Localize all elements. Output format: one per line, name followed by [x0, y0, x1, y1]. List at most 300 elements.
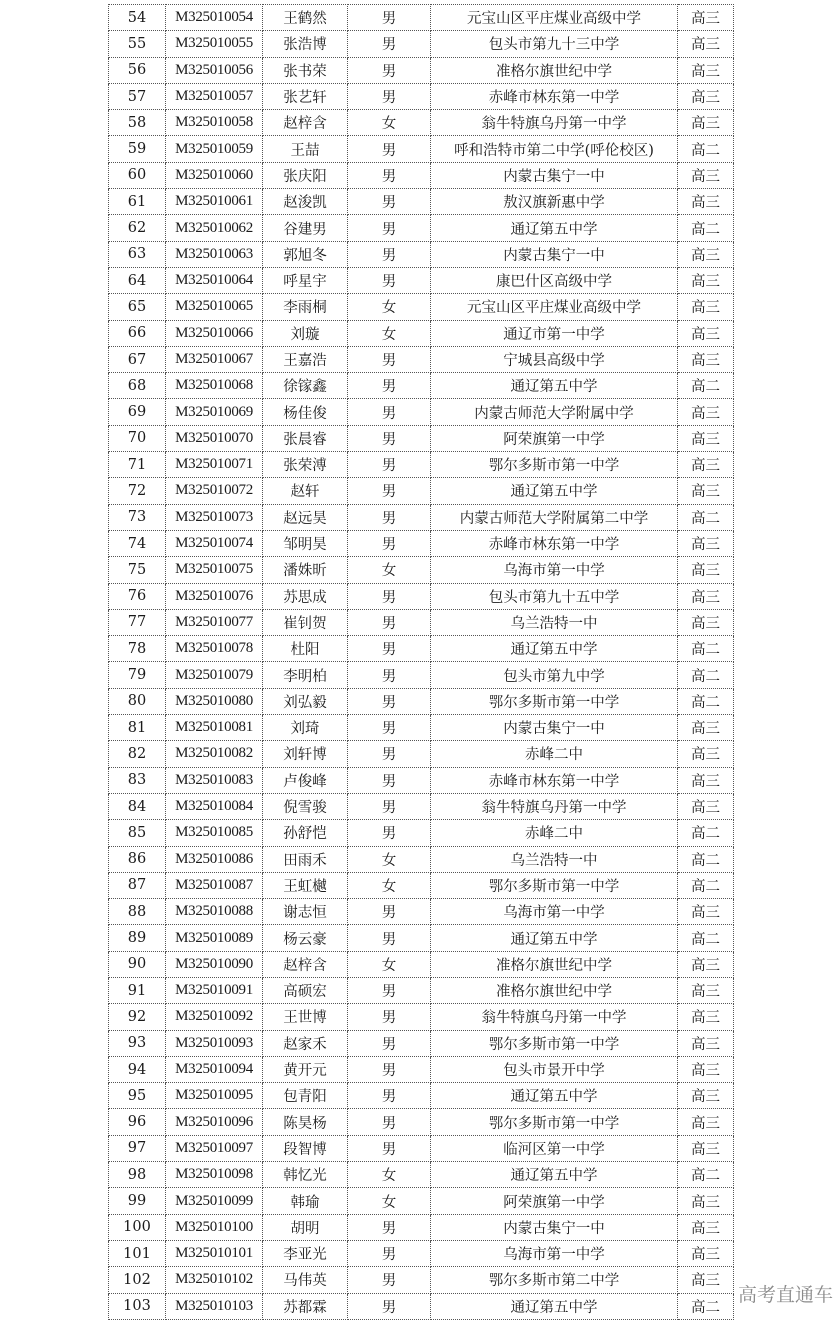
- row-number-cell: 93: [109, 1030, 166, 1056]
- school-cell: 准格尔旗世纪中学: [431, 977, 678, 1003]
- school-cell: 翁牛特旗乌丹第一中学: [431, 793, 678, 819]
- row-number-cell: 87: [109, 872, 166, 898]
- grade-cell: 高二: [678, 925, 734, 951]
- row-number-cell: 68: [109, 373, 166, 399]
- row-number-cell: 59: [109, 136, 166, 162]
- gender-cell: 男: [348, 1267, 431, 1293]
- student-name-cell: 赵家禾: [263, 1030, 348, 1056]
- table-row: [109, 662, 734, 688]
- school-cell: 赤峰市林东第一中学: [431, 83, 678, 109]
- row-number-cell: 61: [109, 189, 166, 215]
- student-id-cell: M325010101: [166, 1240, 263, 1266]
- student-name-cell: 赵轩: [263, 478, 348, 504]
- school-cell: 包头市第九十三中学: [431, 31, 678, 57]
- gender-cell: 男: [348, 373, 431, 399]
- table-row: [109, 31, 734, 57]
- student-name-cell: 赵浚凯: [263, 189, 348, 215]
- gender-cell: 男: [348, 977, 431, 1003]
- table-row: [109, 83, 734, 109]
- gender-cell: 男: [348, 31, 431, 57]
- school-cell: 阿荣旗第一中学: [431, 1188, 678, 1214]
- table-row: [109, 688, 734, 714]
- student-id-cell: M325010093: [166, 1030, 263, 1056]
- table-row: [109, 1162, 734, 1188]
- school-cell: 鄂尔多斯市第一中学: [431, 452, 678, 478]
- table-row: [109, 1135, 734, 1161]
- grade-cell: 高三: [678, 1214, 734, 1240]
- school-cell: 通辽第五中学: [431, 215, 678, 241]
- gender-cell: 男: [348, 1030, 431, 1056]
- student-name-cell: 谷建男: [263, 215, 348, 241]
- student-name-cell: 徐镓鑫: [263, 373, 348, 399]
- row-number-cell: 78: [109, 636, 166, 662]
- grade-cell: 高二: [678, 688, 734, 714]
- student-id-cell: M325010083: [166, 767, 263, 793]
- student-id-cell: M325010089: [166, 925, 263, 951]
- grade-cell: 高三: [678, 1004, 734, 1030]
- student-id-cell: M325010072: [166, 478, 263, 504]
- student-id-cell: M325010097: [166, 1135, 263, 1161]
- student-id-cell: M325010060: [166, 162, 263, 188]
- grade-cell: 高二: [678, 846, 734, 872]
- gender-cell: 男: [348, 346, 431, 372]
- student-name-cell: 张荣溥: [263, 452, 348, 478]
- school-cell: 准格尔旗世纪中学: [431, 57, 678, 83]
- student-name-cell: 李亚光: [263, 1240, 348, 1266]
- row-number-cell: 97: [109, 1135, 166, 1161]
- school-cell: 通辽第五中学: [431, 1162, 678, 1188]
- gender-cell: 男: [348, 1056, 431, 1082]
- student-name-cell: 包青阳: [263, 1083, 348, 1109]
- student-name-cell: 谢志恒: [263, 899, 348, 925]
- student-name-cell: 张艺轩: [263, 83, 348, 109]
- gender-cell: 男: [348, 767, 431, 793]
- student-id-cell: M325010056: [166, 57, 263, 83]
- grade-cell: 高三: [678, 1240, 734, 1266]
- school-cell: 包头市景开中学: [431, 1056, 678, 1082]
- student-name-cell: 田雨禾: [263, 846, 348, 872]
- school-cell: 内蒙古师范大学附属中学: [431, 399, 678, 425]
- school-cell: 通辽第五中学: [431, 1293, 678, 1319]
- gender-cell: 男: [348, 609, 431, 635]
- table-row: [109, 241, 734, 267]
- row-number-cell: 86: [109, 846, 166, 872]
- grade-cell: 高三: [678, 31, 734, 57]
- grade-cell: 高三: [678, 399, 734, 425]
- school-cell: 翁牛特旗乌丹第一中学: [431, 1004, 678, 1030]
- school-cell: 临河区第一中学: [431, 1135, 678, 1161]
- student-name-cell: 呼星宇: [263, 267, 348, 293]
- school-cell: 内蒙古集宁一中: [431, 715, 678, 741]
- grade-cell: 高三: [678, 609, 734, 635]
- table-row: [109, 294, 734, 320]
- gender-cell: 男: [348, 478, 431, 504]
- gender-cell: 女: [348, 1188, 431, 1214]
- row-number-cell: 69: [109, 399, 166, 425]
- grade-cell: 高三: [678, 715, 734, 741]
- student-id-cell: M325010067: [166, 346, 263, 372]
- student-name-cell: 马伟英: [263, 1267, 348, 1293]
- table-row: [109, 793, 734, 819]
- grade-cell: 高三: [678, 1056, 734, 1082]
- table-row: [109, 162, 734, 188]
- student-id-cell: M325010073: [166, 504, 263, 530]
- gender-cell: 男: [348, 83, 431, 109]
- student-name-cell: 赵梓含: [263, 110, 348, 136]
- school-cell: 鄂尔多斯市第一中学: [431, 688, 678, 714]
- gender-cell: 男: [348, 530, 431, 556]
- grade-cell: 高二: [678, 636, 734, 662]
- row-number-cell: 79: [109, 662, 166, 688]
- row-number-cell: 81: [109, 715, 166, 741]
- student-name-cell: 卢俊峰: [263, 767, 348, 793]
- grade-cell: 高三: [678, 425, 734, 451]
- table-row: [109, 741, 734, 767]
- gender-cell: 男: [348, 452, 431, 478]
- student-id-cell: M325010081: [166, 715, 263, 741]
- gender-cell: 男: [348, 399, 431, 425]
- grade-cell: 高三: [678, 583, 734, 609]
- table-row: [109, 57, 734, 83]
- grade-cell: 高三: [678, 452, 734, 478]
- student-name-cell: 刘弘毅: [263, 688, 348, 714]
- school-cell: 通辽市第一中学: [431, 320, 678, 346]
- school-cell: 赤峰市林东第一中学: [431, 767, 678, 793]
- student-name-cell: 王鹤然: [263, 5, 348, 31]
- table-row: [109, 1030, 734, 1056]
- table-row: [109, 530, 734, 556]
- school-cell: 宁城县高级中学: [431, 346, 678, 372]
- gender-cell: 男: [348, 162, 431, 188]
- student-id-cell: M325010076: [166, 583, 263, 609]
- school-cell: 康巴什区高级中学: [431, 267, 678, 293]
- student-id-cell: M325010080: [166, 688, 263, 714]
- gender-cell: 男: [348, 925, 431, 951]
- grade-cell: 高三: [678, 57, 734, 83]
- school-cell: 内蒙古集宁一中: [431, 241, 678, 267]
- student-id-cell: M325010094: [166, 1056, 263, 1082]
- student-name-cell: 李雨桐: [263, 294, 348, 320]
- student-name-cell: 苏都霖: [263, 1293, 348, 1319]
- table-row: [109, 583, 734, 609]
- grade-cell: 高三: [678, 110, 734, 136]
- table-row: [109, 715, 734, 741]
- row-number-cell: 74: [109, 530, 166, 556]
- student-id-cell: M325010099: [166, 1188, 263, 1214]
- table-row: [109, 373, 734, 399]
- student-name-cell: 王嘉浩: [263, 346, 348, 372]
- student-name-cell: 王虹樾: [263, 872, 348, 898]
- grade-cell: 高三: [678, 1109, 734, 1135]
- school-cell: 通辽第五中学: [431, 478, 678, 504]
- row-number-cell: 88: [109, 899, 166, 925]
- school-cell: 通辽第五中学: [431, 373, 678, 399]
- table-row: [109, 557, 734, 583]
- grade-cell: 高三: [678, 5, 734, 31]
- student-id-cell: M325010061: [166, 189, 263, 215]
- student-id-cell: M325010078: [166, 636, 263, 662]
- grade-cell: 高三: [678, 557, 734, 583]
- student-id-cell: M325010062: [166, 215, 263, 241]
- school-cell: 内蒙古集宁一中: [431, 162, 678, 188]
- student-id-cell: M325010057: [166, 83, 263, 109]
- student-id-cell: M325010090: [166, 951, 263, 977]
- student-id-cell: M325010088: [166, 899, 263, 925]
- grade-cell: 高三: [678, 189, 734, 215]
- row-number-cell: 77: [109, 609, 166, 635]
- school-cell: 翁牛特旗乌丹第一中学: [431, 110, 678, 136]
- table-row: [109, 846, 734, 872]
- school-cell: 乌海市第一中学: [431, 1240, 678, 1266]
- grade-cell: 高二: [678, 373, 734, 399]
- gender-cell: 男: [348, 136, 431, 162]
- row-number-cell: 73: [109, 504, 166, 530]
- grade-cell: 高三: [678, 478, 734, 504]
- table-row: [109, 267, 734, 293]
- school-cell: 赤峰市林东第一中学: [431, 530, 678, 556]
- table-body: [109, 5, 734, 1320]
- row-number-cell: 71: [109, 452, 166, 478]
- row-number-cell: 92: [109, 1004, 166, 1030]
- grade-cell: 高三: [678, 899, 734, 925]
- grade-cell: 高二: [678, 662, 734, 688]
- row-number-cell: 101: [109, 1240, 166, 1266]
- row-number-cell: 70: [109, 425, 166, 451]
- row-number-cell: 56: [109, 57, 166, 83]
- grade-cell: 高三: [678, 1188, 734, 1214]
- student-id-cell: M325010075: [166, 557, 263, 583]
- school-cell: 赤峰二中: [431, 820, 678, 846]
- row-number-cell: 98: [109, 1162, 166, 1188]
- table-row: [109, 872, 734, 898]
- gender-cell: 男: [348, 1214, 431, 1240]
- student-name-cell: 王喆: [263, 136, 348, 162]
- student-name-cell: 赵远昊: [263, 504, 348, 530]
- grade-cell: 高三: [678, 977, 734, 1003]
- watermark: 高考直通车: [738, 1284, 834, 1306]
- table-row: [109, 1214, 734, 1240]
- gender-cell: 女: [348, 872, 431, 898]
- row-number-cell: 67: [109, 346, 166, 372]
- table-row: [109, 899, 734, 925]
- gender-cell: 男: [348, 715, 431, 741]
- student-id-cell: M325010066: [166, 320, 263, 346]
- row-number-cell: 58: [109, 110, 166, 136]
- gender-cell: 男: [348, 1293, 431, 1319]
- table-row: [109, 1188, 734, 1214]
- table-row: [109, 320, 734, 346]
- student-id-cell: M325010077: [166, 609, 263, 635]
- row-number-cell: 64: [109, 267, 166, 293]
- table-row: [109, 925, 734, 951]
- school-cell: 鄂尔多斯市第一中学: [431, 1030, 678, 1056]
- school-cell: 乌兰浩特一中: [431, 846, 678, 872]
- school-cell: 呼和浩特市第二中学(呼伦校区): [431, 136, 678, 162]
- school-cell: 内蒙古师范大学附属第二中学: [431, 504, 678, 530]
- student-id-cell: M325010059: [166, 136, 263, 162]
- row-number-cell: 72: [109, 478, 166, 504]
- student-id-cell: M325010098: [166, 1162, 263, 1188]
- row-number-cell: 65: [109, 294, 166, 320]
- row-number-cell: 76: [109, 583, 166, 609]
- table-row: [109, 478, 734, 504]
- row-number-cell: 90: [109, 951, 166, 977]
- row-number-cell: 75: [109, 557, 166, 583]
- grade-cell: 高二: [678, 820, 734, 846]
- student-name-cell: 杨云豪: [263, 925, 348, 951]
- student-id-cell: M325010082: [166, 741, 263, 767]
- row-number-cell: 80: [109, 688, 166, 714]
- row-number-cell: 85: [109, 820, 166, 846]
- gender-cell: 女: [348, 110, 431, 136]
- gender-cell: 男: [348, 215, 431, 241]
- school-cell: 阿荣旗第一中学: [431, 425, 678, 451]
- gender-cell: 女: [348, 557, 431, 583]
- grade-cell: 高三: [678, 793, 734, 819]
- school-cell: 元宝山区平庄煤业高级中学: [431, 294, 678, 320]
- grade-cell: 高三: [678, 767, 734, 793]
- grade-cell: 高三: [678, 741, 734, 767]
- student-name-cell: 陈昊杨: [263, 1109, 348, 1135]
- table-row: [109, 346, 734, 372]
- student-name-cell: 倪雪骏: [263, 793, 348, 819]
- row-number-cell: 84: [109, 793, 166, 819]
- student-list-table: [108, 4, 734, 1320]
- school-cell: 包头市第九中学: [431, 662, 678, 688]
- gender-cell: 男: [348, 504, 431, 530]
- student-name-cell: 黄开元: [263, 1056, 348, 1082]
- gender-cell: 男: [348, 1135, 431, 1161]
- student-name-cell: 王世博: [263, 1004, 348, 1030]
- school-cell: 包头市第九十五中学: [431, 583, 678, 609]
- grade-cell: 高三: [678, 267, 734, 293]
- grade-cell: 高三: [678, 83, 734, 109]
- school-cell: 鄂尔多斯市第二中学: [431, 1267, 678, 1293]
- school-cell: 乌海市第一中学: [431, 899, 678, 925]
- student-id-cell: M325010071: [166, 452, 263, 478]
- row-number-cell: 91: [109, 977, 166, 1003]
- gender-cell: 男: [348, 636, 431, 662]
- student-name-cell: 潘姝昕: [263, 557, 348, 583]
- student-id-cell: M325010074: [166, 530, 263, 556]
- table-row: [109, 1293, 734, 1319]
- row-number-cell: 100: [109, 1214, 166, 1240]
- grade-cell: 高二: [678, 136, 734, 162]
- school-cell: 元宝山区平庄煤业高级中学: [431, 5, 678, 31]
- school-cell: 敖汉旗新惠中学: [431, 189, 678, 215]
- table-row: [109, 136, 734, 162]
- table-row: [109, 820, 734, 846]
- student-name-cell: 韩忆光: [263, 1162, 348, 1188]
- student-name-cell: 赵梓含: [263, 951, 348, 977]
- student-name-cell: 刘琦: [263, 715, 348, 741]
- table-row: [109, 1109, 734, 1135]
- table-row: [109, 1240, 734, 1266]
- student-id-cell: M325010085: [166, 820, 263, 846]
- row-number-cell: 94: [109, 1056, 166, 1082]
- student-name-cell: 张晨睿: [263, 425, 348, 451]
- grade-cell: 高二: [678, 1293, 734, 1319]
- student-id-cell: M325010079: [166, 662, 263, 688]
- table-row: [109, 110, 734, 136]
- gender-cell: 男: [348, 583, 431, 609]
- student-id-cell: M325010069: [166, 399, 263, 425]
- grade-cell: 高三: [678, 162, 734, 188]
- school-cell: 通辽第五中学: [431, 636, 678, 662]
- grade-cell: 高三: [678, 951, 734, 977]
- gender-cell: 男: [348, 425, 431, 451]
- row-number-cell: 66: [109, 320, 166, 346]
- grade-cell: 高三: [678, 320, 734, 346]
- gender-cell: 男: [348, 189, 431, 215]
- row-number-cell: 54: [109, 5, 166, 31]
- grade-cell: 高二: [678, 504, 734, 530]
- table-row: [109, 1056, 734, 1082]
- student-id-cell: M325010064: [166, 267, 263, 293]
- student-name-cell: 李明柏: [263, 662, 348, 688]
- student-name-cell: 苏思成: [263, 583, 348, 609]
- student-id-cell: M325010100: [166, 1214, 263, 1240]
- row-number-cell: 63: [109, 241, 166, 267]
- student-id-cell: M325010055: [166, 31, 263, 57]
- gender-cell: 男: [348, 1240, 431, 1266]
- gender-cell: 女: [348, 1162, 431, 1188]
- student-id-cell: M325010092: [166, 1004, 263, 1030]
- student-name-cell: 张书荣: [263, 57, 348, 83]
- table-row: [109, 189, 734, 215]
- grade-cell: 高三: [678, 294, 734, 320]
- row-number-cell: 60: [109, 162, 166, 188]
- grade-cell: 高三: [678, 1267, 734, 1293]
- gender-cell: 男: [348, 688, 431, 714]
- student-id-cell: M325010068: [166, 373, 263, 399]
- table-row: [109, 452, 734, 478]
- grade-cell: 高三: [678, 241, 734, 267]
- student-id-cell: M325010058: [166, 110, 263, 136]
- student-name-cell: 杜阳: [263, 636, 348, 662]
- school-cell: 赤峰二中: [431, 741, 678, 767]
- table-row: [109, 977, 734, 1003]
- row-number-cell: 89: [109, 925, 166, 951]
- gender-cell: 男: [348, 241, 431, 267]
- gender-cell: 女: [348, 294, 431, 320]
- grade-cell: 高三: [678, 1135, 734, 1161]
- grade-cell: 高二: [678, 1162, 734, 1188]
- student-name-cell: 刘璇: [263, 320, 348, 346]
- school-cell: 内蒙古集宁一中: [431, 1214, 678, 1240]
- school-cell: 准格尔旗世纪中学: [431, 951, 678, 977]
- student-id-cell: M325010063: [166, 241, 263, 267]
- student-id-cell: M325010084: [166, 793, 263, 819]
- student-name-cell: 崔钊贺: [263, 609, 348, 635]
- student-id-cell: M325010096: [166, 1109, 263, 1135]
- gender-cell: 男: [348, 1109, 431, 1135]
- gender-cell: 男: [348, 1004, 431, 1030]
- grade-cell: 高二: [678, 215, 734, 241]
- table-row: [109, 636, 734, 662]
- school-cell: 鄂尔多斯市第一中学: [431, 872, 678, 898]
- student-name-cell: 张浩博: [263, 31, 348, 57]
- row-number-cell: 82: [109, 741, 166, 767]
- gender-cell: 男: [348, 662, 431, 688]
- grade-cell: 高三: [678, 346, 734, 372]
- student-name-cell: 郭旭冬: [263, 241, 348, 267]
- row-number-cell: 55: [109, 31, 166, 57]
- school-cell: 通辽第五中学: [431, 1083, 678, 1109]
- student-name-cell: 张庆阳: [263, 162, 348, 188]
- table-row: [109, 1267, 734, 1293]
- table-row: [109, 399, 734, 425]
